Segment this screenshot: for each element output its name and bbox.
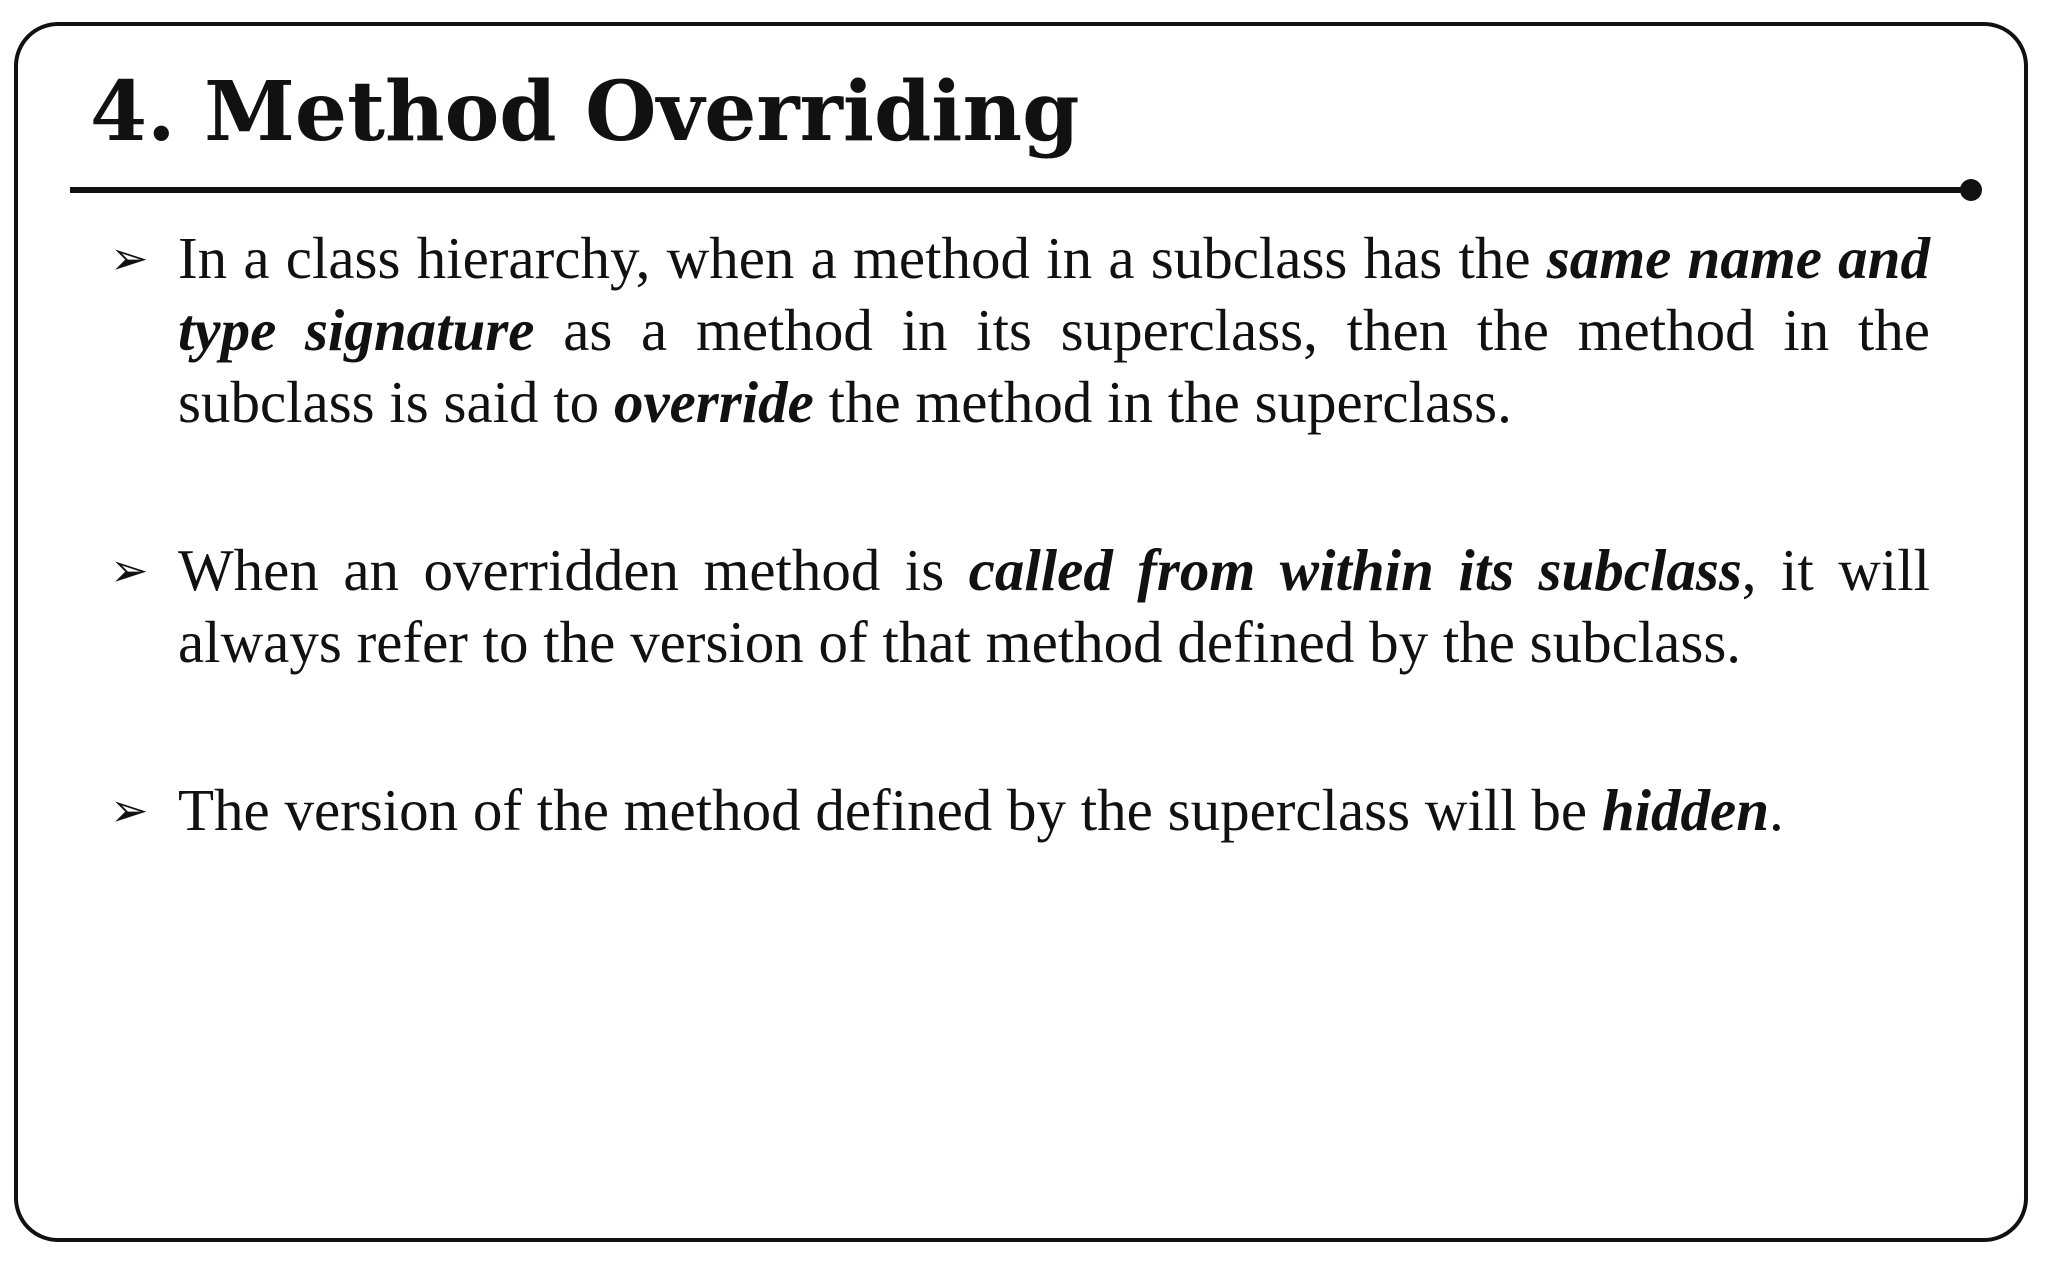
bullet-emphasis-segment: hidden <box>1601 777 1770 843</box>
bullet-text-segment: the method in the superclass. <box>813 369 1512 435</box>
arrowhead-bullet-icon: ➢ <box>110 231 149 285</box>
slide-title: 4. Method Overriding <box>90 64 1080 160</box>
bullet-item <box>110 222 1930 438</box>
bullet-emphasis-segment: called from within its subclass <box>968 537 1742 603</box>
divider-end-dot <box>1960 179 1982 201</box>
bullet-emphasis-segment: same name and type signature <box>178 225 1930 363</box>
arrowhead-bullet-icon: ➢ <box>110 783 149 837</box>
title-divider <box>70 187 1972 193</box>
bullet-item <box>110 534 1930 678</box>
bullet-text-segment: When an overridden method is <box>178 537 969 603</box>
bullet-item <box>110 774 1930 846</box>
bullet-text-segment: . <box>1769 777 1784 843</box>
bullet-text-segment: , it will always refer to the version of that method defined by the subclass. <box>178 537 1930 675</box>
bullet-list <box>110 222 1930 942</box>
arrowhead-bullet-icon: ➢ <box>110 543 149 597</box>
bullet-text-segment: as a method in its superclass, then the method in the subclass is said to <box>178 297 1930 435</box>
bullet-text-segment: The version of the method defined by the superclass will be <box>178 777 1602 843</box>
bullet-emphasis-segment: override <box>613 369 814 435</box>
bullet-text-segment: In a class hierarchy, when a method in a subclass has the <box>178 225 1547 291</box>
